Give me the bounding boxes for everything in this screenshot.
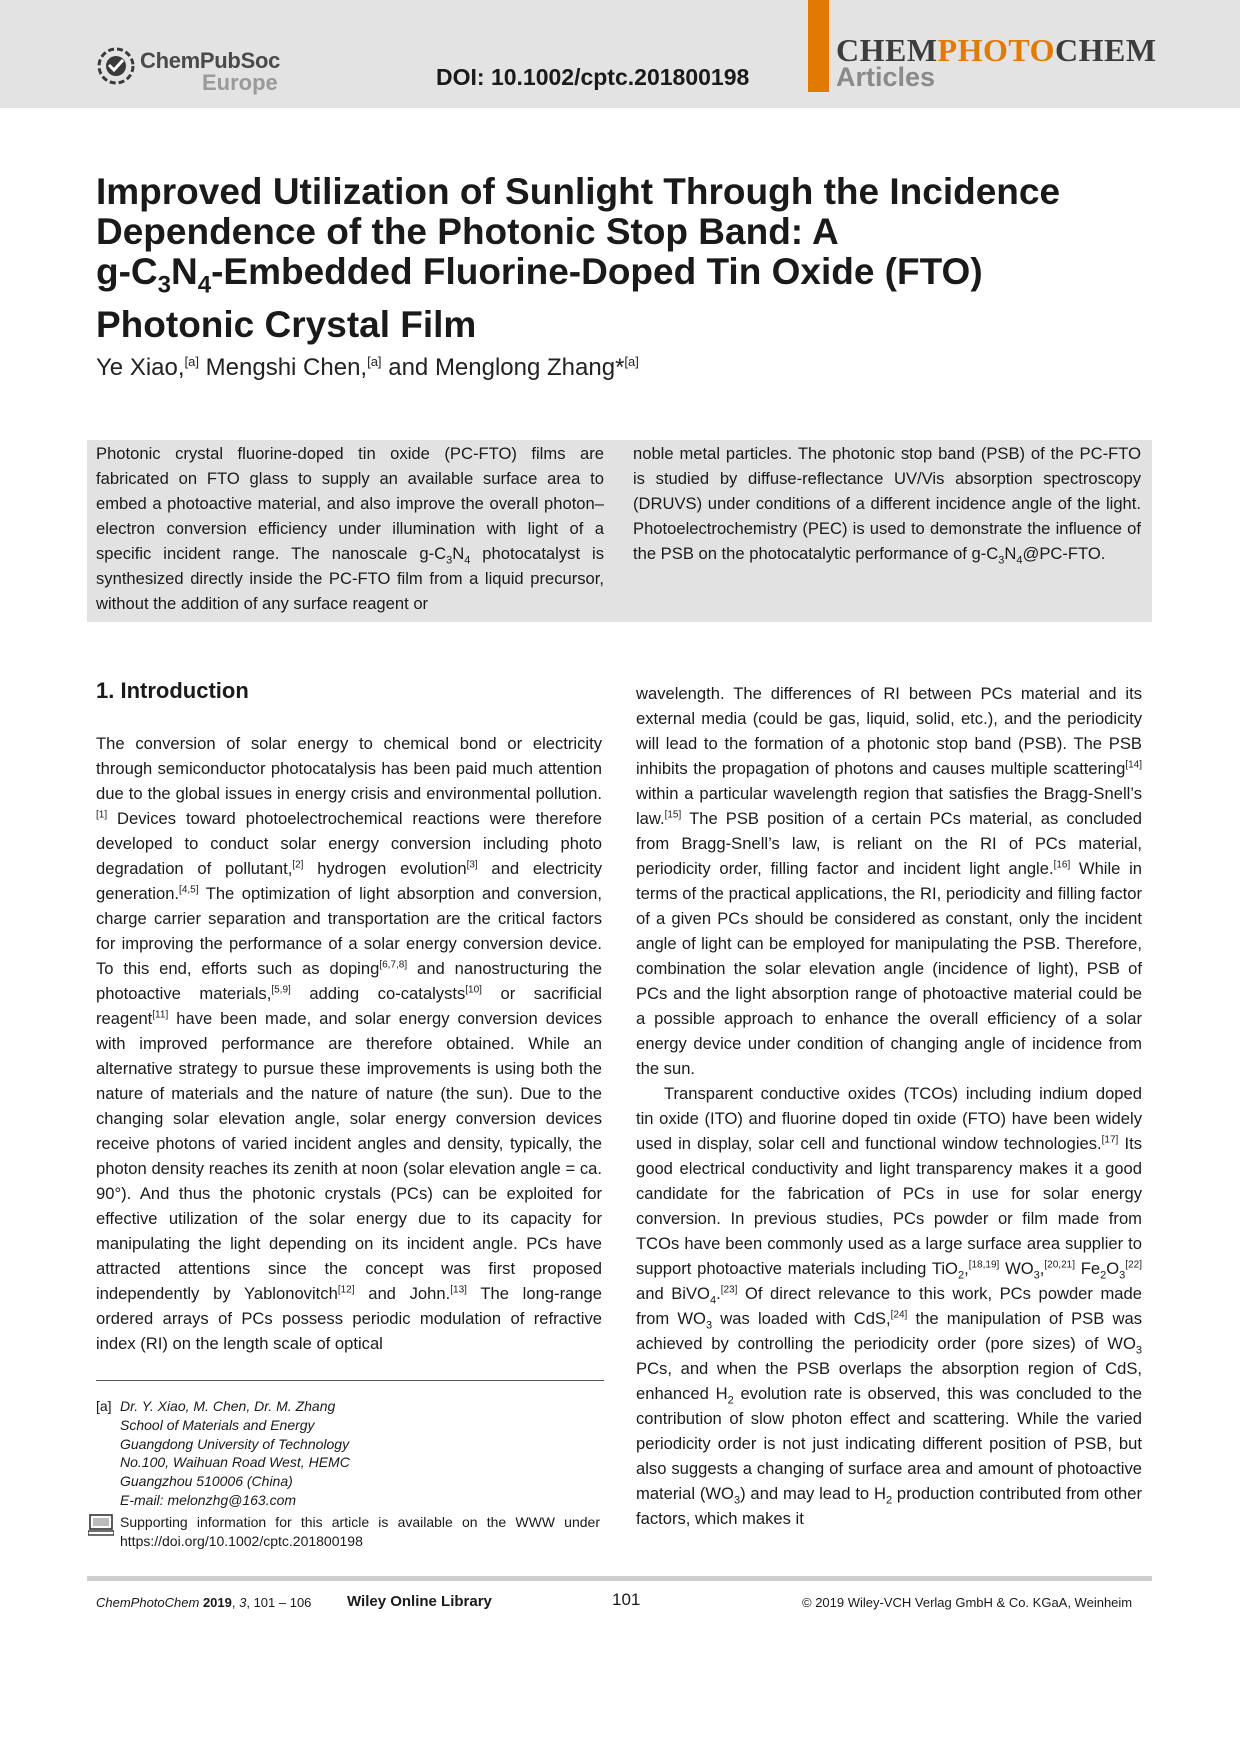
citation-ref[interactable]: [5,9] <box>271 984 291 996</box>
body-text: within a particular wavelength region that satisfies the Bragg-Snell’s law. <box>636 784 1142 828</box>
publisher-name: ChemPubSoc <box>140 48 281 73</box>
computer-icon <box>88 1514 114 1536</box>
citation-ref[interactable]: [17] <box>1101 1134 1119 1146</box>
abstract-text: @PC-FTO. <box>1022 544 1106 563</box>
chem-subscript: 4 <box>709 1294 717 1307</box>
body-text: , <box>1039 1259 1045 1278</box>
body-text: , <box>964 1259 969 1278</box>
chem-subscript: 3 <box>733 1494 741 1507</box>
citation-ref[interactable]: [10] <box>465 984 482 996</box>
chem-subscript: 2 <box>1100 1269 1107 1282</box>
citation-ref[interactable]: [22] <box>1125 1259 1142 1271</box>
abstract-text: photocatalyst is synthesized directly inside the PC-FTO film from a liquid precursor, without the addition of any surface reagent or <box>96 544 605 613</box>
title-line: g-C <box>96 251 158 292</box>
body-text: adding co-catalysts <box>290 984 466 1003</box>
chem-subscript: 3 <box>1119 1269 1126 1282</box>
title-line: Photonic Crystal Film <box>96 304 477 346</box>
publisher-logo <box>96 44 296 100</box>
body-text: Of direct relevance to this work, PCs powder made from WO <box>636 1284 1142 1328</box>
author-name[interactable]: Mengshi Chen, <box>199 354 368 381</box>
chem-subscript: 3 <box>1135 1344 1142 1357</box>
affiliation-line: Guangdong University of Technology <box>120 1435 350 1452</box>
title-line: -Embedded Fluorine-Doped Tin Oxide (FTO) <box>211 251 983 292</box>
body-text: O <box>1106 1259 1120 1278</box>
affiliation-line: No.100, Waihuan Road West, HEMC <box>120 1454 350 1471</box>
title-subscript: 3 <box>157 271 172 299</box>
citation-ref[interactable]: [4,5] <box>179 884 199 896</box>
body-text: Fe <box>1074 1259 1101 1278</box>
body-text: wavelength. The differences of RI between PCs material and its external media (could be gas, liquid, solid, etc.), and the periodicity will lead to the formation of a photonic stop band (PSB). The PSB inhibits the propagation of photons and causes multiple scattering <box>636 684 1142 778</box>
article-type-label: Articles <box>836 62 936 92</box>
citation-ref[interactable]: [20,21] <box>1044 1259 1075 1271</box>
accent-bar <box>808 0 829 92</box>
body-text: or sacrificial reagent <box>96 984 602 1028</box>
citation-ref[interactable]: [13] <box>450 1284 467 1296</box>
body-text: PCs, and when the PSB overlaps the absorption region of CdS, enhanced H <box>636 1359 1142 1403</box>
body-text: Its good electrical conductivity and light transparency makes it a good candidate for the fabrication of PCs in use for solar energy conversion. In previous studies, PCs powder or film made from TCOs have been commonly used as a large surface area supplier to support photoactive materials including TiO <box>636 1134 1142 1278</box>
citation-ref[interactable]: [16] <box>1053 859 1071 871</box>
body-text: . <box>716 1284 721 1303</box>
author-affiliation: [a] <box>624 354 639 369</box>
footer-journal: ChemPhotoChem <box>96 1595 200 1610</box>
body-left-column <box>96 731 602 1356</box>
abstract-subscript: 3 <box>446 554 453 567</box>
chem-subscript: 2 <box>727 1394 734 1407</box>
journal-name-part2: PHOTO <box>937 32 1056 68</box>
supporting-info-note[interactable]: Supporting information for this article is available on the WWW under https://doi.org/10.1002/cptc.201800198 <box>120 1514 600 1549</box>
citation-ref[interactable]: [6,7,8] <box>379 959 408 971</box>
body-text: and John. <box>354 1284 451 1303</box>
body-text: hydrogen evolution <box>303 859 467 878</box>
affiliation-line: School of Materials and Energy <box>120 1416 315 1433</box>
body-text: The optimization of light absorption and conversion, charge carrier separation and transportation are the critical factors for improving the performance of a solar energy conversion device. To this end, efforts such as doping <box>96 884 602 978</box>
author-affiliation: [a] <box>184 354 199 369</box>
body-text: The long-range ordered arrays of PCs possess periodic modulation of refractive index (RI) on the length scale of optical <box>96 1284 603 1353</box>
body-text: Transparent conductive oxides (TCOs) including indium doped tin oxide (ITO) and fluorine doped tin oxide (FTO) have been widely used in display, solar cell and functional window technologies. <box>636 1084 1142 1153</box>
body-text: the manipulation of PSB was achieved by controlling the periodicity order (pore sizes) of WO <box>636 1309 1142 1353</box>
footer-year: 2019 <box>202 1595 232 1610</box>
body-text: The PSB position of a certain PCs material, as concluded from Bragg-Snell’s law, is reliant on the RI of PCs material, periodicity order, filling factor and incident light angle. <box>636 809 1142 878</box>
citation-ref[interactable]: [24] <box>890 1309 908 1321</box>
affiliation-line: Guangzhou 510006 (China) <box>120 1473 293 1490</box>
abstract-subscript: 4 <box>1016 554 1023 567</box>
author-list <box>96 354 639 382</box>
citation-ref[interactable]: [3] <box>466 859 478 871</box>
section-heading: 1. Introduction <box>96 678 249 703</box>
abstract-right-column <box>633 441 1141 566</box>
chem-subscript: 2 <box>885 1494 893 1507</box>
author-name[interactable]: Ye Xiao, <box>96 354 185 381</box>
citation-ref[interactable]: [23] <box>720 1284 738 1296</box>
title-subscript: 4 <box>197 271 212 299</box>
title-line: N <box>171 251 198 292</box>
citation-ref[interactable]: [11] <box>152 1009 169 1021</box>
body-text: production contributed from other factors, which makes it <box>636 1484 1143 1528</box>
author-name[interactable]: and Menglong Zhang* <box>381 354 625 381</box>
citation-ref[interactable]: [18,19] <box>968 1259 1000 1271</box>
abstract-text: N <box>1004 544 1017 563</box>
body-text: Devices toward photoelectrochemical reactions were therefore developed to conduct solar energy conversion including photo degradation of pollutant, <box>96 809 602 878</box>
body-text: WO <box>999 1259 1034 1278</box>
body-text: ) and may lead to H <box>740 1484 886 1503</box>
body-text: was loaded with CdS, <box>712 1309 891 1328</box>
abstract-left-column <box>96 441 604 616</box>
body-text: have been made, and solar energy conversion devices with improved performance are therefore obtained. While an alternative strategy to pursue these improvements is using both the nature of materials and the nature of nature (the sun). Due to the changing solar elevation angle, solar energy conversion devices receive photons of varied incident angles and density, typically, the photon density reaches its zenith at noon (solar elevation angle = ca. 90°). And thus the photonic crystals (PCs) can be exploited for effective utilization of the solar energy due to its capacity for manipulating the light depending on its incident angle. PCs have attracted attentions since the concept was first proposed independently by Yablonovitch <box>96 1009 602 1303</box>
journal-header <box>0 0 1240 108</box>
wiley-online-library-link[interactable]: Wiley Online Library <box>347 1593 492 1610</box>
author-affiliation: [a] <box>367 354 382 369</box>
page-number: 101 <box>612 1590 641 1609</box>
article-title <box>96 172 1096 345</box>
abstract-box <box>87 440 1152 622</box>
citation-ref[interactable]: [1] <box>96 809 108 821</box>
affiliation-line: Dr. Y. Xiao, M. Chen, Dr. M. Zhang <box>120 1398 336 1414</box>
title-line: Improved Utilization of Sunlight Through the Incidence <box>96 171 1061 212</box>
journal-name-part3: CHEM <box>1055 32 1157 68</box>
body-paragraph <box>636 1081 1142 1531</box>
body-text: While in terms of the practical applications, the RI, periodicity and filling factor of a given PCs should be considered as constant, only the incident angle of light can be employed for manipulating the PSB. Therefore, combination the solar elevation angle (incidence of light), PSB of PCs and the light absorption range of photoactive material could be a possible approach to enhance the overall efficiency of a solar energy device under condition of changing angle of incidence from the sun. <box>636 859 1142 1078</box>
body-paragraph <box>636 681 1142 1081</box>
abstract-text: Photonic crystal fluorine-doped tin oxide (PC-FTO) films are fabricated on FTO glass to supply an available surface area to embed a photoactive material, and also improve the overall photon–electron conversion efficiency under illumination with light of a specific incident range. The nanoscale g-C <box>96 444 604 563</box>
footer-citation: ChemPhotoChem 2019, 3, 101 – 106 <box>96 1595 312 1610</box>
citation-ref[interactable]: [15] <box>664 809 682 821</box>
abstract-subscript: 4 <box>464 554 471 567</box>
affiliation-lines <box>120 1397 350 1510</box>
chem-subscript: 3 <box>1033 1269 1040 1282</box>
citation-ref[interactable]: [12] <box>337 1284 355 1296</box>
body-text: and nanostructuring the photoactive materials, <box>96 959 603 1003</box>
affiliation-tag: [a] <box>96 1398 112 1414</box>
body-right-column <box>636 681 1142 1531</box>
body-text: and BiVO <box>636 1284 710 1303</box>
abstract-subscript: 3 <box>998 554 1005 567</box>
abstract-text: N <box>452 544 465 563</box>
journal-name-part1: CHEM <box>836 32 938 68</box>
footnote-divider <box>96 1380 604 1381</box>
doi-label[interactable]: DOI: 10.1002/cptc.201800198 <box>436 64 750 90</box>
abstract-text: noble metal particles. The photonic stop band (PSB) of the PC-FTO is studied by diffuse-reflectance UV/Vis absorption spectroscopy (DRUVS) under conditions of a different incidence angle of the light. Photoelectrochemistry (PEC) is used to demonstrate the influence of the PSB on the photocatalytic performance of g-C <box>633 444 1141 563</box>
publisher-region: Europe <box>202 70 278 95</box>
body-text: The conversion of solar energy to chemical bond or electricity through semiconductor photocatalysis has been paid much attention due to the global issues in energy crisis and environmental pollution. <box>96 734 602 803</box>
affiliation-email[interactable]: E-mail: melonzhg@163.com <box>120 1491 297 1508</box>
chem-subscript: 2 <box>957 1269 965 1282</box>
citation-ref[interactable]: [2] <box>292 859 304 871</box>
body-text: and electricity generation. <box>96 859 603 903</box>
citation-ref[interactable]: [14] <box>1125 759 1142 771</box>
chem-subscript: 3 <box>705 1319 713 1332</box>
publisher-seal-icon <box>96 46 136 86</box>
footer-divider <box>87 1576 1152 1581</box>
copyright-notice: © 2019 Wiley-VCH Verlag GmbH & Co. KGaA, Weinheim <box>802 1595 1133 1610</box>
footer-pages: , 101 – 106 <box>246 1595 312 1610</box>
body-text: evolution rate is observed, this was concluded to the contribution of slow photon effect and scattering. While the varied periodicity order is not just indicating different position of PSB, but also suggests a changing of surface area and amount of photoactive material (WO <box>636 1384 1142 1503</box>
footer-volume: 3 <box>239 1595 247 1610</box>
title-line: Dependence of the Photonic Stop Band: A <box>96 211 839 252</box>
